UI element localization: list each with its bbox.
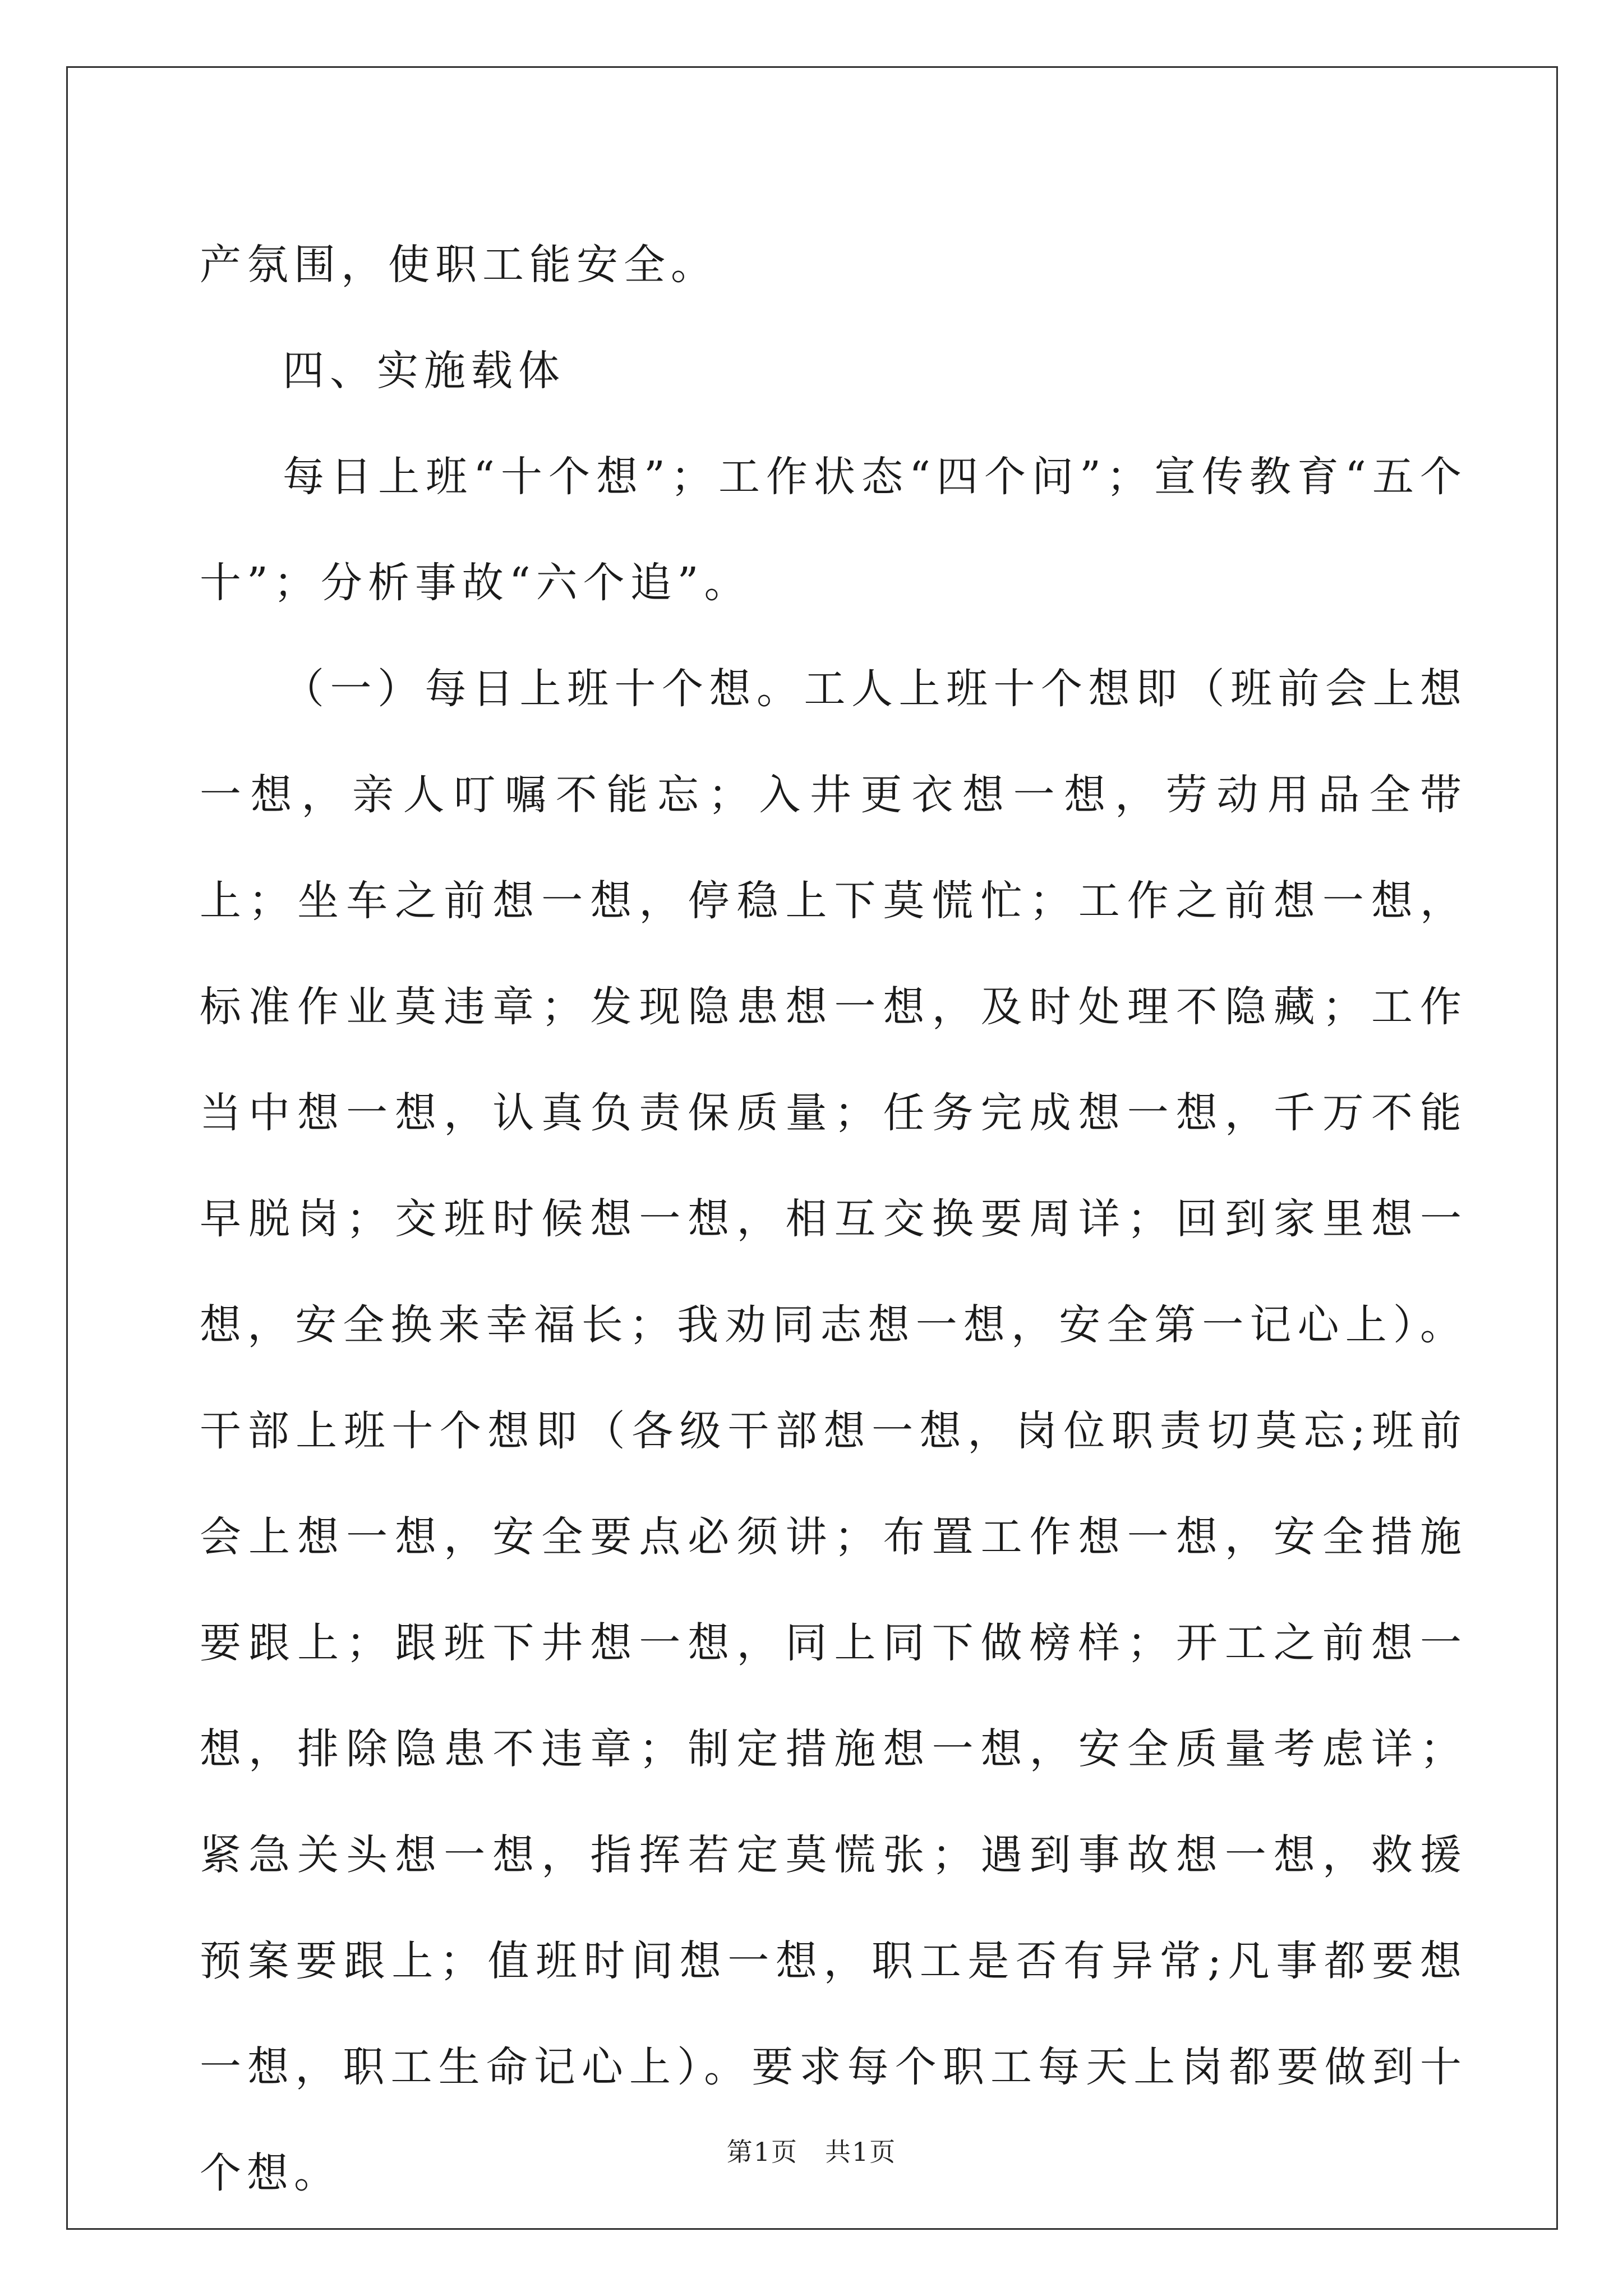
page-footer: 第1页 共1页 xyxy=(726,2137,897,2167)
document-body xyxy=(200,212,1467,2226)
paragraph-carriers: 每日上班“十个想”；工作状态“四个问”；宣传教育“五个十”；分析事故“六个追”。 xyxy=(200,453,1467,607)
paragraph-ten-thoughts: （一）每日上班十个想。工人上班十个想即（班前会上想一想，亲人叮嘱不能忘；入井更衣想一想，劳动用品全带上；坐车之前想一想，停稳上下莫慌忙；工作之前想一想，标准作业莫违章；发现隐患想一想，及时处理不隐藏；工作当中想一想，认真负责保质量；任务完成想一想，千万不能早脱岗；交班时候想一想，相互交换要周详；回到家里想一想，安全换来幸福长；我劝同志想一想，安全第一记心上）。干部上班十个想即（各级干部想一想，岗位职责切莫忘;班前会上想一想，安全要点必须讲；布置工作想一想，安全措施要跟上；跟班下井想一想，同上同下做榜样；开工之前想一想，排除隐患不违章；制定措施想一想，安全质量考虑详；紧急关头想一想，指挥若定莫慌张；遇到事故想一想，救援预案要跟上；值班时间想一想，职工是否有异常;凡事都要想一想，职工生命记心上）。要求每个职工每天上岗都要做到十个想。 xyxy=(200,665,1467,2197)
section-heading: 四、实施载体 xyxy=(283,347,565,395)
paragraph-continuation: 产氛围，使职工能安全。 xyxy=(200,241,718,289)
